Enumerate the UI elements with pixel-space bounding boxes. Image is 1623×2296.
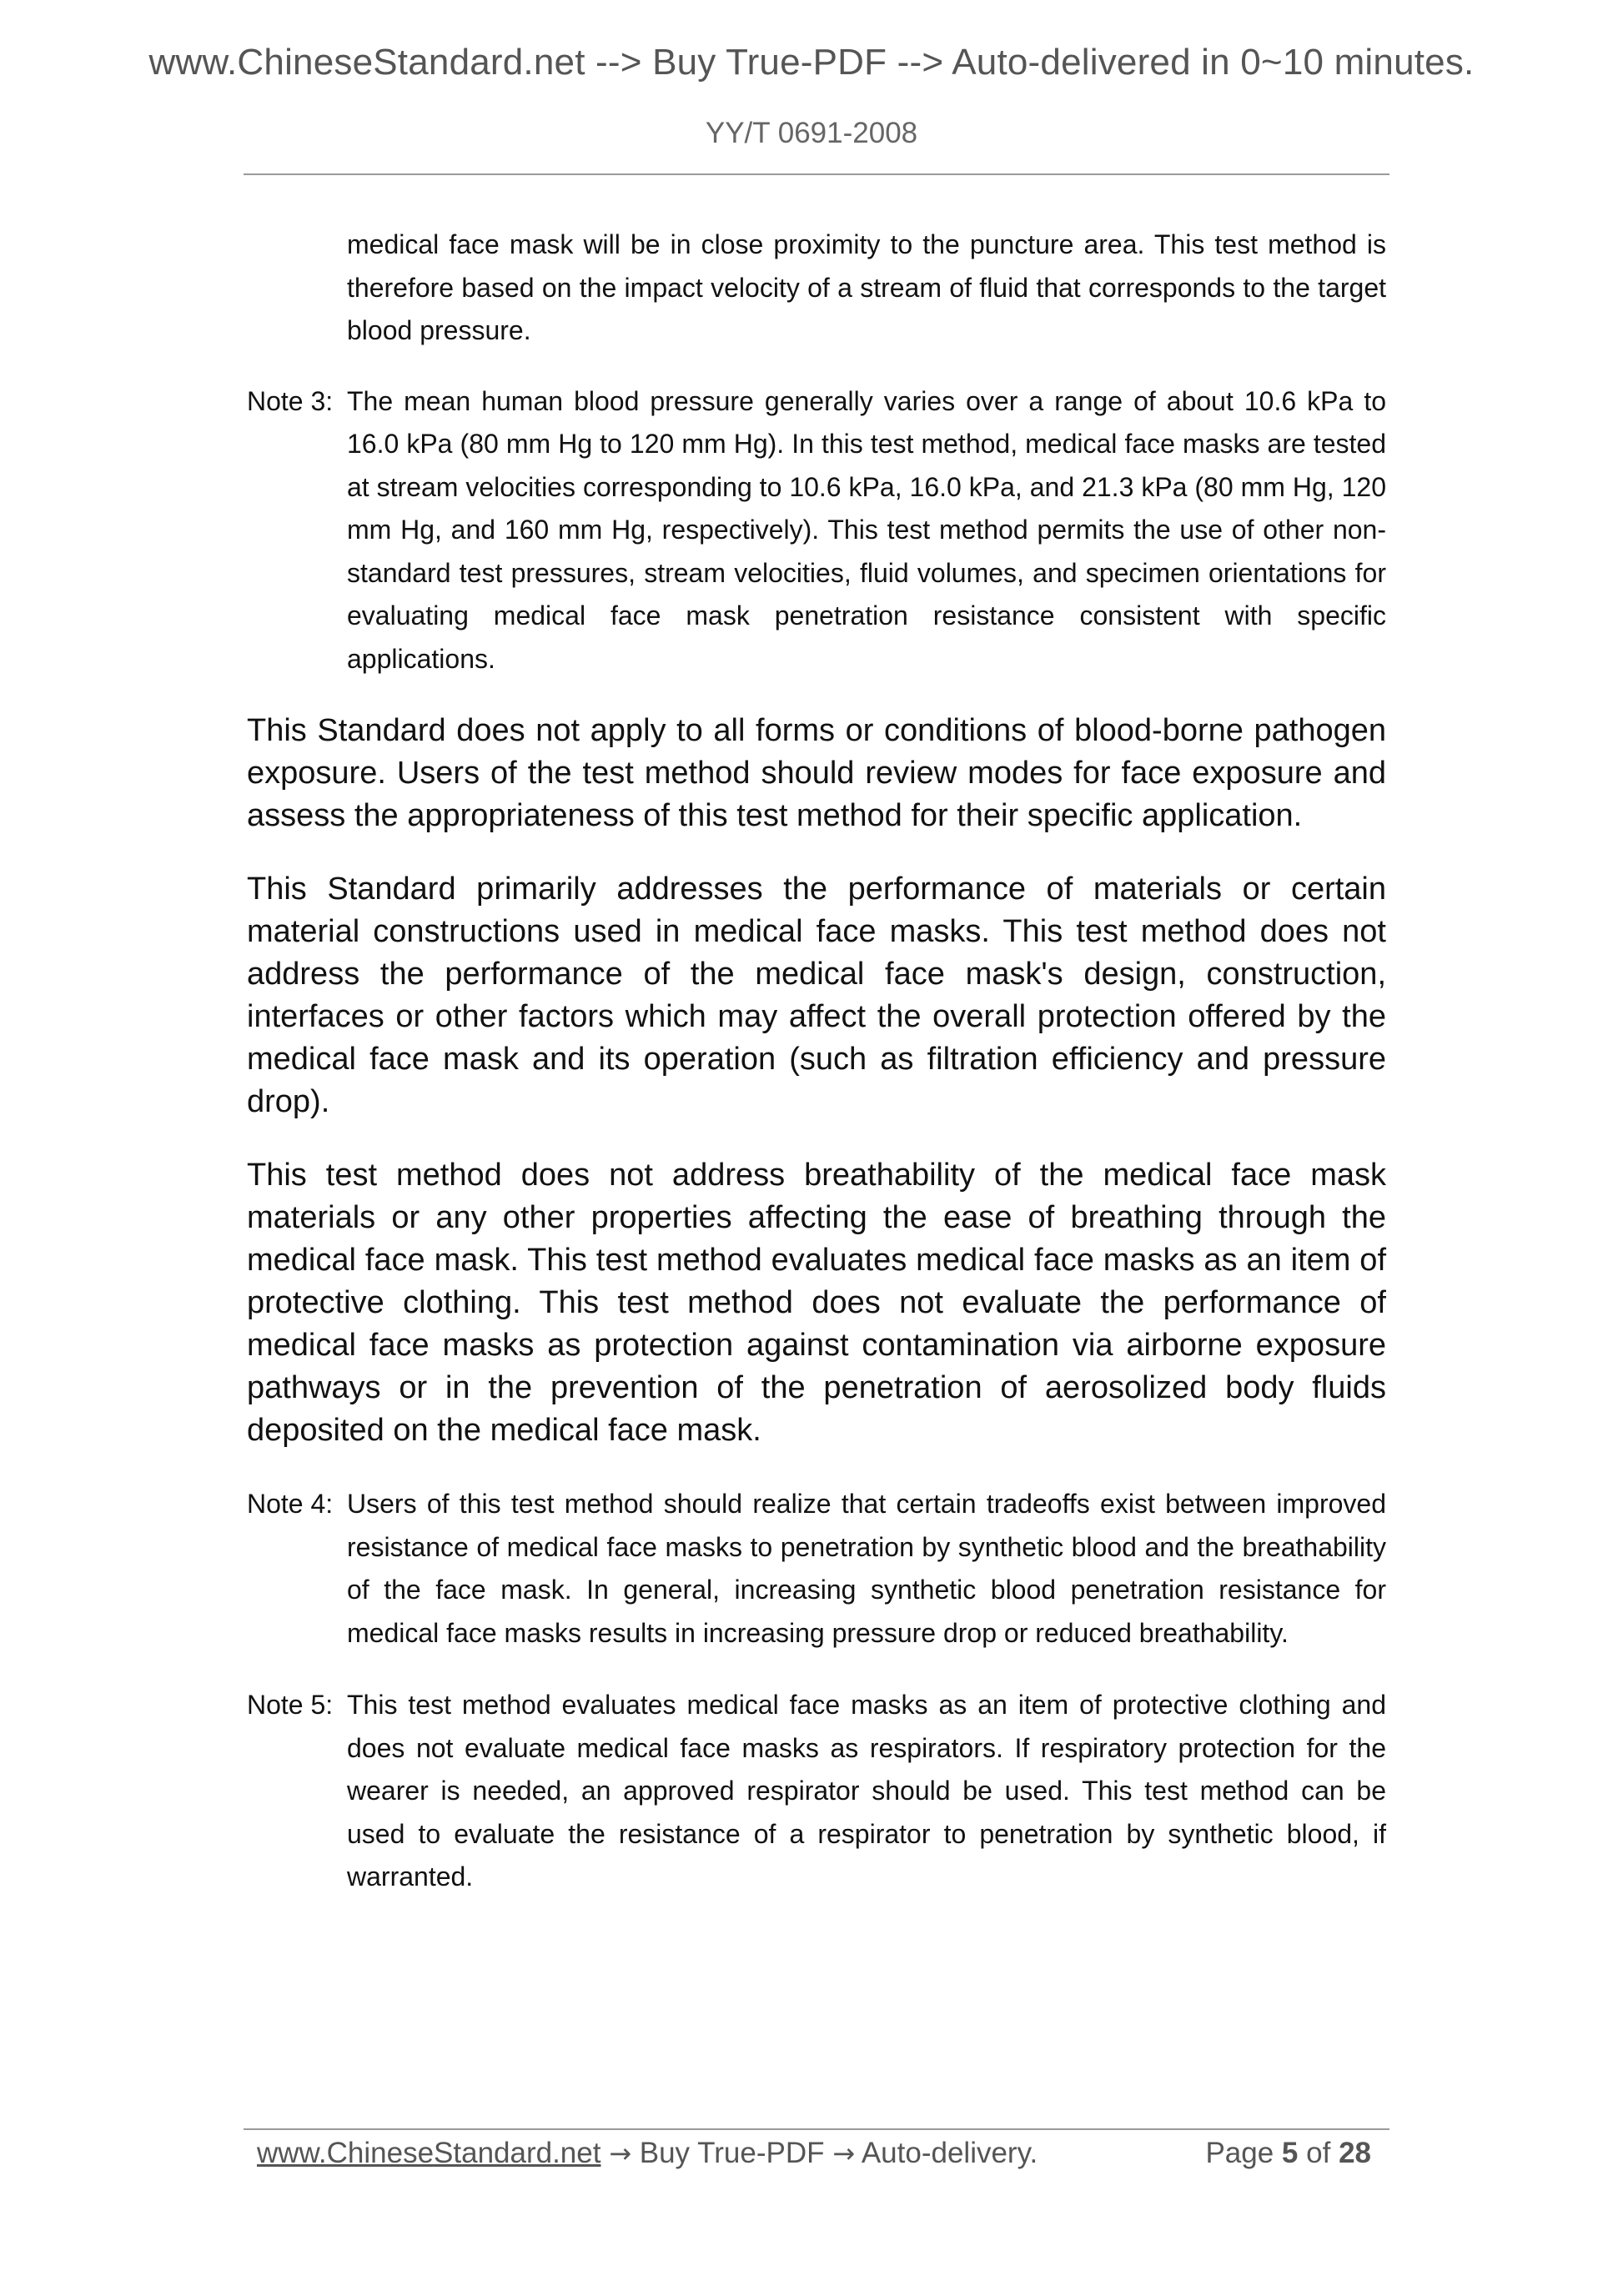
paragraph-materials-performance: This Standard primarily addresses the performance of materials or certain material constructions used in medical face masks. This test method does not address the performance of the medical face mask's design, construction, interfaces or other factors which may affect the overall protection offered by the medical face mask and its operation (such as filtration efficiency and pressure drop). xyxy=(247,872,1386,1119)
footer-delivery-text: Auto-delivery. xyxy=(861,2137,1038,2169)
footer-divider xyxy=(244,2128,1389,2130)
note-5-text: This test method evaluates medical face masks as an item of protective clothing and does not evaluate medical face masks as respirators. If respiratory protection for the wearer is needed, an approved respirator should be used. This test method can be used to evaluate the resistance of a respirator to penetration by synthetic blood, if warranted. xyxy=(347,1690,1386,1892)
note-3-label: Note 3: xyxy=(247,385,334,416)
note-5-label: Note 5: xyxy=(247,1690,334,1720)
footer-site-link[interactable]: www.ChineseStandard.net xyxy=(257,2137,601,2169)
paragraph-scope-exclusion: This Standard does not apply to all forms or conditions of blood-borne pathogen exposure. Users of the test method should review modes for face exposure and assess the appropriateness of this test method for their specific application. xyxy=(247,713,1386,833)
note-4 xyxy=(247,1483,1386,1655)
header-divider xyxy=(244,173,1389,175)
note-2-continuation: medical face mask will be in close proximity to the puncture area. This test method is therefore based on the impact velocity of a stream of fluid that corresponds to the target blood pressure. xyxy=(347,229,1386,345)
arrow-right-icon: → xyxy=(609,2138,632,2169)
page-indicator xyxy=(1205,2137,1371,2170)
note-5 xyxy=(247,1684,1386,1899)
note-4-text: Users of this test method should realize that certain tradeoffs exist between improved resistance of medical face masks to penetration by synthetic blood and the breathability of the face mask. In general, increasing synthetic blood penetration resistance for medical face masks results in increasing pressure drop or reduced breathability. xyxy=(347,1489,1386,1648)
note-3 xyxy=(247,380,1386,681)
page-number: 5 xyxy=(1281,2137,1299,2169)
note-3-text: The mean human blood pressure generally varies over a range of about 10.6 kPa to 16.0 kPa (80 mm Hg to 120 mm Hg). In this test method, medical face masks are tested at stream velocities corresponding to 10.6 kPa, 16.0 kPa, and 21.3 kPa (80 mm Hg, 120 mm Hg, and 160 mm Hg, respectively). This test method permits the use of other non-standard test pressures, stream velocities, fluid volumes, and specimen orientations for evaluating medical face mask penetration resistance consistent with specific applications. xyxy=(347,385,1386,674)
note-4-label: Note 4: xyxy=(247,1489,334,1519)
page-footer xyxy=(257,2137,1383,2170)
arrow-right-icon: → xyxy=(832,2138,856,2169)
footer-buy-text: Buy True-PDF xyxy=(639,2137,825,2169)
total-pages: 28 xyxy=(1339,2137,1371,2169)
standard-number: YY/T 0691-2008 xyxy=(705,117,918,149)
top-banner: www.ChineseStandard.net --> Buy True-PDF --> Auto-delivered in 0~10 minutes. xyxy=(148,42,1475,83)
page-content xyxy=(247,224,1386,1928)
page-word: Page xyxy=(1205,2137,1274,2169)
paragraph-breathability: This test method does not address breathability of the medical face mask materials or any other properties affecting the ease of breathing through the medical face mask. This test method evaluates medical face masks as an item of protective clothing. This test method does not evaluate the performance of medical face masks as protection against contamination via airborne exposure pathways or in the prevention of the penetration of aerosolized body fluids deposited on the medical face mask. xyxy=(247,1158,1386,1448)
of-word: of xyxy=(1306,2137,1331,2169)
